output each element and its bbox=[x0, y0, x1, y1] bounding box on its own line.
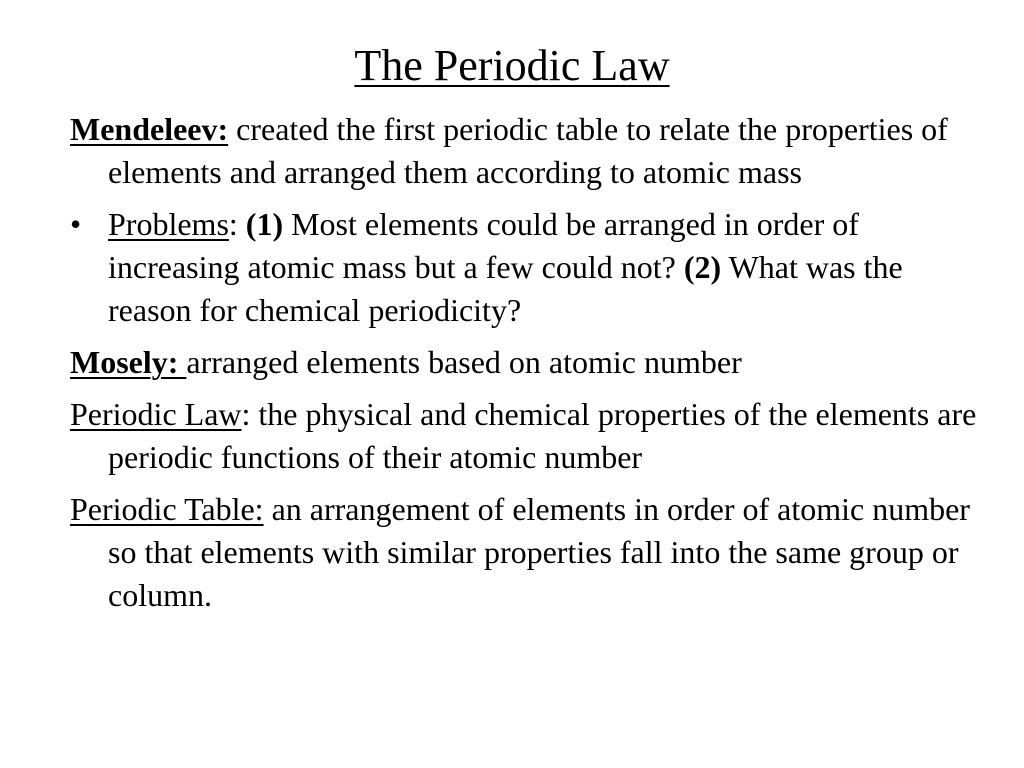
mosely-term: Mosely: bbox=[70, 344, 187, 380]
problem-1-text: Most elements could be arranged in order of increasing atomic mass but a few could not? bbox=[108, 206, 859, 285]
periodic-law-term: Periodic Law bbox=[70, 396, 242, 432]
periodic-law-text: : the physical and chemical properties of the elements are periodic functions of their atomic number bbox=[108, 396, 977, 475]
problems-bullet bbox=[70, 203, 990, 332]
problem-2-text: What was the reason for chemical periodicity? bbox=[108, 249, 903, 328]
periodic-table-paragraph bbox=[70, 488, 990, 617]
problem-2-number: (2) bbox=[683, 249, 722, 285]
problems-term: Problems bbox=[108, 206, 229, 242]
mendeleev-text: created the first periodic table to relate the properties of elements and arranged them according to atomic mass bbox=[108, 111, 948, 190]
periodic-law-paragraph bbox=[70, 393, 990, 479]
slide-title bbox=[0, 38, 1024, 94]
mendeleev-paragraph bbox=[70, 108, 990, 194]
periodic-table-text: an arrangement of elements in order of atomic number so that elements with similar properties fall into the same group or column. bbox=[108, 491, 970, 613]
problem-1-number: (1) bbox=[245, 206, 284, 242]
periodic-table-term: Periodic Table: bbox=[70, 491, 264, 527]
mendeleev-term: Mendeleev: bbox=[70, 111, 229, 147]
slide-body bbox=[70, 108, 990, 626]
mosely-paragraph bbox=[70, 341, 990, 384]
bullet-dot-icon: • bbox=[70, 206, 82, 242]
problems-colon: : bbox=[228, 206, 246, 242]
slide-title-text: The Periodic Law bbox=[354, 41, 670, 90]
mosely-text: arranged elements based on atomic number bbox=[186, 344, 742, 380]
